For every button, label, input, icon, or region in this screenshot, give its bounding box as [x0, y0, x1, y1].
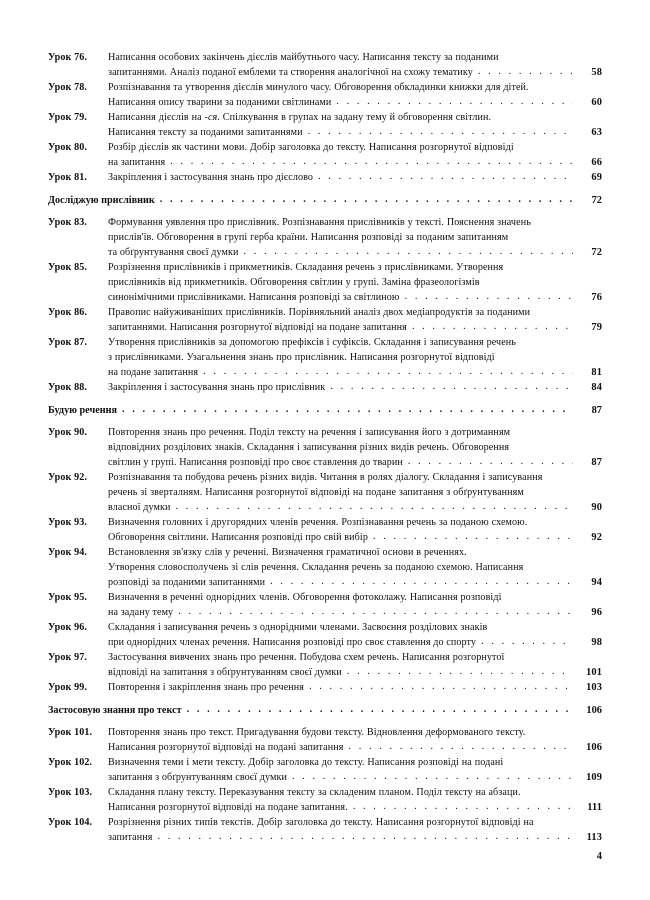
- toc-entry[interactable]: [48, 425, 602, 470]
- section-spacer: [48, 718, 602, 725]
- toc-entry[interactable]: [48, 305, 602, 335]
- toc-entry-line: Розбір дієслів як частини мови. Добір заголовка до тексту. Написання розгорнутої відповіді: [108, 142, 514, 153]
- toc-entry[interactable]: [48, 80, 602, 110]
- toc-entry-page-number: 58: [591, 67, 602, 78]
- toc-entry-label: Урок 83.: [48, 217, 88, 228]
- toc-entry-line: Повторення знань про речення. Поділ тексту на речення і записування його з дотриманням: [108, 427, 511, 438]
- toc-entry[interactable]: [48, 515, 602, 545]
- toc-entry-line: Написання опису тварини за поданими світлинами: [108, 97, 332, 108]
- leader-dots: [336, 94, 573, 109]
- toc-entry-last-line: [108, 125, 602, 140]
- toc-entry-label: Урок 99.: [48, 682, 88, 693]
- toc-entry-line: Визначення теми і мети тексту. Добір заголовка до тексту. Написання розповіді на подані: [108, 757, 504, 768]
- toc-entry-last-line: [108, 95, 602, 110]
- toc-entry-label: Урок 87.: [48, 337, 88, 348]
- toc-entry-page-number: 90: [591, 502, 602, 513]
- section-spacer: [48, 418, 602, 425]
- toc-entry-label: Урок 88.: [48, 382, 88, 393]
- toc-entry-line: Написання розгорнутої відповіді на подані запитання: [108, 742, 344, 753]
- toc-entry-line: Розпізнавання та побудова речень різних видів. Читання в ролях діалогу. Складання і записування: [108, 472, 543, 483]
- toc-entry-body: [108, 425, 602, 470]
- toc-entry-page-number: 66: [591, 157, 602, 168]
- toc-entry-line: Повторення знань про текст. Пригадування будови тексту. Відновлення деформованого тексту.: [108, 727, 526, 738]
- toc-section-heading[interactable]: [48, 193, 602, 208]
- section-title: Будую речення: [48, 405, 117, 416]
- toc-entry-page-number: 79: [591, 322, 602, 333]
- toc-entry-last-line: [108, 245, 602, 260]
- toc-entry-body: [108, 650, 602, 680]
- toc-entry-label: Урок 101.: [48, 727, 93, 738]
- toc-entry-line: Закріплення і застосування знань про дієслово: [108, 172, 314, 183]
- toc-entry-label: Урок 85.: [48, 262, 88, 273]
- leader-dots: [160, 192, 573, 207]
- toc-entry-page-number: 94: [591, 577, 602, 588]
- toc-entry-line: розповіді за поданими запитаннями: [108, 577, 266, 588]
- toc-entry-body: [108, 515, 602, 545]
- toc-entry-line: запитаннями. Аналіз поданої емблеми та створення аналогічної на схожу тематику: [108, 67, 473, 78]
- toc-entry-last-line: [108, 605, 602, 620]
- leader-dots: [203, 364, 573, 379]
- toc-entry-last-line: [108, 170, 602, 185]
- toc-entry[interactable]: [48, 680, 602, 695]
- leader-dots: [412, 319, 573, 334]
- toc-entry-label: Урок 86.: [48, 307, 88, 318]
- toc-entry-line: Закріплення і застосування знань про прислівник: [108, 382, 326, 393]
- leader-dots: [405, 289, 573, 304]
- toc-entry-page-number: 103: [586, 682, 602, 693]
- page-number: 4: [596, 851, 602, 862]
- toc-entry-label: Урок 94.: [48, 547, 88, 558]
- toc-entry-label: Урок 102.: [48, 757, 93, 768]
- toc-entry-line: на подане запитання: [108, 367, 199, 378]
- toc-entry-line: запитаннями. Написання розгорнутої відповіді на подане запитання: [108, 322, 407, 333]
- toc-entry-line: власної думки: [108, 502, 171, 513]
- leader-dots: [270, 574, 573, 589]
- toc-entry-line: запитання з обґрунтуванням своєї думки: [108, 772, 287, 783]
- toc-entry-body: [108, 545, 602, 590]
- leader-dots: [122, 402, 573, 417]
- toc-entry-page-number: 111: [587, 802, 602, 813]
- toc-entry[interactable]: [48, 140, 602, 170]
- leader-dots: [244, 244, 574, 259]
- toc-entry-body: [108, 50, 602, 80]
- emphasised-text: -ся: [204, 112, 218, 123]
- toc-entry-label: Урок 97.: [48, 652, 88, 663]
- toc-entry-line: Визначення головних і другорядних членів речення. Розпізнавання речень за поданою схемою.: [108, 517, 528, 528]
- leader-dots: [481, 634, 573, 649]
- toc-entry-label: Урок 90.: [48, 427, 88, 438]
- toc-entry-last-line: [108, 770, 602, 785]
- toc-entry-line: прислівників від прикметників. Обговорення світлин у групі. Заміна фразеологізмів: [108, 277, 480, 288]
- toc-entry[interactable]: [48, 110, 602, 140]
- section-title: Досліджую прислівник: [48, 195, 155, 206]
- toc-entry-page-number: 101: [586, 667, 602, 678]
- toc-entry-line: Утворення словосполучень зі слів речення. Складання речень за поданою схемою. Написання: [108, 562, 524, 573]
- toc-entry-last-line: [108, 155, 602, 170]
- toc-section-heading[interactable]: [48, 403, 602, 418]
- toc-entry-line: з прислівниками. Узагальнення знань про прислівник. Написання розгорнутої відповіді: [108, 352, 495, 363]
- toc-entry-body: [108, 785, 602, 815]
- toc-entry-line: Встановлення зв'язку слів у реченні. Визначення граматичної основи в реченнях.: [108, 547, 467, 558]
- leader-dots: [158, 829, 573, 844]
- toc-entry-body: [108, 380, 602, 395]
- toc-entry-page-number: 76: [591, 292, 602, 303]
- section-page-number: 106: [586, 705, 602, 716]
- toc-entry-last-line: [108, 500, 602, 515]
- toc-entry-last-line: [108, 290, 602, 305]
- toc-entry-last-line: [108, 65, 602, 80]
- toc-entry-body: [108, 680, 602, 695]
- leader-dots: [308, 124, 573, 139]
- leader-dots: [292, 769, 573, 784]
- toc-entry-page-number: 113: [586, 832, 602, 843]
- toc-entry-line: прислів'їв. Обговорення в групі герба країни. Написання розповіді за поданим запитанням: [108, 232, 509, 243]
- toc-entry[interactable]: [48, 620, 602, 650]
- toc-entry-line: Складання і записування речень з однорідними членами. Засвоєння розділових знаків: [108, 622, 488, 633]
- toc-entry[interactable]: [48, 815, 602, 845]
- toc-entry-line: Складання плану тексту. Переказування тексту за складеним планом. Поділ тексту на абзаци.: [108, 787, 521, 798]
- toc-entry-page-number: 84: [591, 382, 602, 393]
- toc-entry-last-line: [108, 665, 602, 680]
- toc-entry-line: відповіді на запитання з обґрунтуванням своєї думки: [108, 667, 342, 678]
- leader-dots: [175, 499, 573, 514]
- toc-entry[interactable]: [48, 170, 602, 185]
- toc-entry-line: Розрізнення різних типів текстів. Добір заголовка до тексту. Написання розгорнутої відповіді на: [108, 817, 534, 828]
- toc-entry-body: [108, 335, 602, 380]
- toc-entry[interactable]: [48, 785, 602, 815]
- toc-entry-body: [108, 140, 602, 170]
- toc-entry-line: речень зі зверталням. Написання розгорнутої відповіді на подане запитання з обґрунтуванням: [108, 487, 524, 498]
- toc-entry-body: [108, 755, 602, 785]
- toc-entry-last-line: [108, 575, 602, 590]
- toc-entry-line: відповідних розділових знаків. Складання і записування різних видів речень. Обговорення: [108, 442, 510, 453]
- toc-entry-page-number: 92: [591, 532, 602, 543]
- toc-entry-line: Обговорення світлини. Написання розповіді про свій вибір: [108, 532, 368, 543]
- toc-entry-body: [108, 725, 602, 755]
- toc-entry-last-line: [108, 365, 602, 380]
- leader-dots: [408, 454, 573, 469]
- toc-entry-page-number: 63: [591, 127, 602, 138]
- toc-entry-line: Утворення прислівників за допомогою префіксів і суфіксів. Складання і записування речень: [108, 337, 517, 348]
- toc-entry-label: Урок 96.: [48, 622, 88, 633]
- toc-entry[interactable]: [48, 380, 602, 395]
- toc-entry-page-number: 109: [586, 772, 602, 783]
- leader-dots: [170, 154, 573, 169]
- toc-entry-line: Розрізнення прислівників і прикметників. Складання речень з прислівниками. Утворення: [108, 262, 504, 273]
- toc-entry-body: [108, 620, 602, 650]
- toc-entry-line: на задану тему: [108, 607, 174, 618]
- toc-entry-line: Написання дієслів на -ся. Спілкування в групах на задану тему й обговорення світлин.: [108, 112, 492, 123]
- toc-entry-label: Урок 92.: [48, 472, 88, 483]
- toc-entry-body: [108, 110, 602, 140]
- section-line: [48, 703, 602, 718]
- leader-dots: [330, 379, 573, 394]
- toc-entry-line: запитання: [108, 832, 153, 843]
- toc-entry-last-line: [108, 740, 602, 755]
- toc-entry-last-line: [108, 530, 602, 545]
- toc-entry-body: [108, 590, 602, 620]
- toc-entry-line: на запитання: [108, 157, 166, 168]
- toc-list: [48, 50, 602, 845]
- toc-entry-line: Розпізнавання та утворення дієслів минулого часу. Обговорення обкладинки книжки для дітей.: [108, 82, 529, 93]
- leader-dots: [347, 664, 573, 679]
- toc-entry-line: Написання тексту за поданими запитаннями: [108, 127, 303, 138]
- toc-entry-page-number: 69: [591, 172, 602, 183]
- leader-dots: [318, 169, 573, 184]
- toc-entry-body: [108, 305, 602, 335]
- toc-entry-body: [108, 170, 602, 185]
- toc-entry-body: [108, 815, 602, 845]
- toc-entry-last-line: [108, 455, 602, 470]
- toc-entry[interactable]: [48, 470, 602, 515]
- toc-entry-line: Написання розгорнутої відповіді на подане запитання.: [108, 802, 348, 813]
- toc-entry-body: [108, 260, 602, 305]
- toc-entry-last-line: [108, 800, 602, 815]
- toc-entry-last-line: [108, 635, 602, 650]
- section-page-number: 87: [591, 405, 602, 416]
- toc-entry-page-number: 106: [586, 742, 602, 753]
- toc-entry[interactable]: [48, 335, 602, 380]
- toc-entry[interactable]: [48, 260, 602, 305]
- section-line: [48, 403, 602, 418]
- toc-entry-label: Урок 79.: [48, 112, 88, 123]
- toc-entry-label: Урок 76.: [48, 52, 88, 63]
- toc-entry-body: [108, 470, 602, 515]
- toc-entry-label: Урок 93.: [48, 517, 88, 528]
- toc-entry-label: Урок 78.: [48, 82, 88, 93]
- toc-section-heading[interactable]: [48, 703, 602, 718]
- toc-entry-line: Застосування вивчених знань про речення. Побудова схем речень. Написання розгорнутої: [108, 652, 505, 663]
- leader-dots: [178, 604, 573, 619]
- toc-entry[interactable]: [48, 215, 602, 260]
- toc-entry-page-number: 96: [591, 607, 602, 618]
- leader-dots: [478, 64, 573, 79]
- toc-entry-line: світлин у групі. Написання розповіді про своє ставлення до тварин: [108, 457, 403, 468]
- toc-entry-label: Урок 81.: [48, 172, 88, 183]
- section-page-number: 72: [591, 195, 602, 206]
- leader-dots: [309, 679, 573, 694]
- toc-entry-last-line: [108, 380, 602, 395]
- toc-entry[interactable]: [48, 650, 602, 680]
- toc-entry-page-number: 60: [591, 97, 602, 108]
- toc-entry[interactable]: [48, 545, 602, 590]
- leader-dots: [373, 529, 573, 544]
- toc-entry-line: при однорідних членах речення. Написання розповіді про своє ставлення до спорту: [108, 637, 477, 648]
- leader-dots: [353, 799, 573, 814]
- toc-entry-label: Урок 103.: [48, 787, 93, 798]
- toc-entry-line: Написання особових закінчень дієслів майбутнього часу. Написання тексту за поданими: [108, 52, 499, 63]
- section-line: [48, 193, 602, 208]
- toc-entry-line: Повторення і закріплення знань про речення: [108, 682, 305, 693]
- toc-entry-line: Формування уявлення про прислівник. Розпізнавання прислівників у тексті. Пояснення значень: [108, 217, 531, 228]
- toc-entry[interactable]: [48, 50, 602, 80]
- toc-entry-label: Урок 104.: [48, 817, 93, 828]
- toc-entry-label: Урок 95.: [48, 592, 88, 603]
- section-title: Застосовую знання про текст: [48, 705, 182, 716]
- toc-entry[interactable]: [48, 755, 602, 785]
- toc-entry-page-number: 87: [591, 457, 602, 468]
- toc-entry-page-number: 72: [591, 247, 602, 258]
- toc-entry-label: Урок 80.: [48, 142, 88, 153]
- toc-entry-body: [108, 80, 602, 110]
- leader-dots: [187, 702, 573, 717]
- toc-entry-page-number: 81: [591, 367, 602, 378]
- toc-entry[interactable]: [48, 725, 602, 755]
- toc-entry-body: [108, 215, 602, 260]
- toc-entry-line: Правопис найуживаніших прислівників. Порівняльний аналіз двох медіапродуктів за поданими: [108, 307, 531, 318]
- toc-entry-line: та обґрунтування своєї думки: [108, 247, 239, 258]
- toc-entry-last-line: [108, 680, 602, 695]
- toc-entry-last-line: [108, 320, 602, 335]
- toc-entry-last-line: [108, 830, 602, 845]
- toc-entry-line: синонімічними прислівниками. Написання розповіді за світлиною: [108, 292, 400, 303]
- toc-entry[interactable]: [48, 590, 602, 620]
- leader-dots: [349, 739, 573, 754]
- toc-entry-page-number: 98: [591, 637, 602, 648]
- toc-entry-line: Визначення в реченні однорідних членів. Обговорення фотоколажу. Написання розповіді: [108, 592, 502, 603]
- section-spacer: [48, 208, 602, 215]
